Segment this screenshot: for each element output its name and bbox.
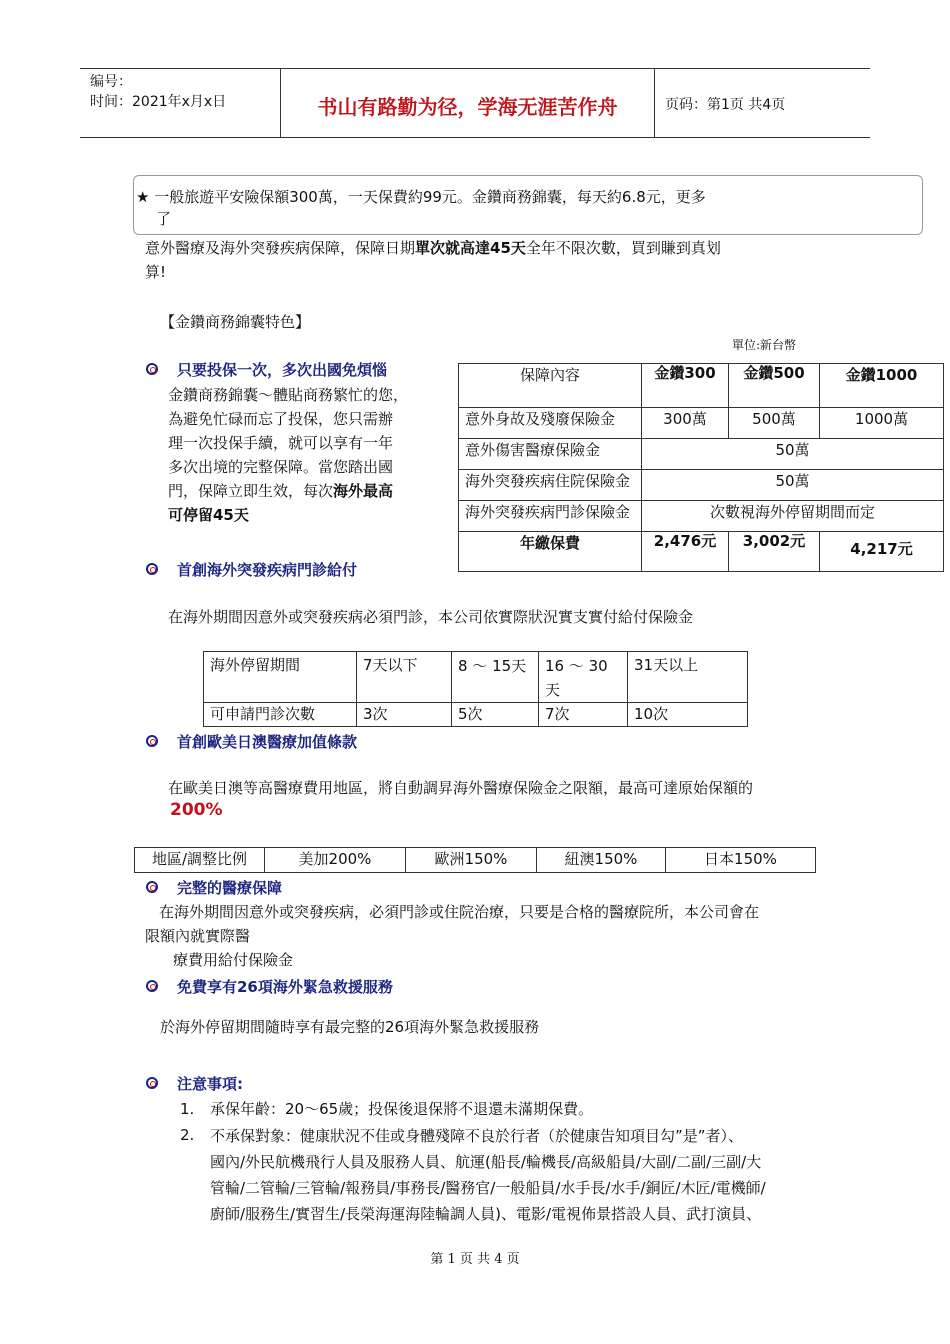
number-label: 编号：: [90, 74, 132, 90]
table-cell: 日本150%: [666, 848, 816, 873]
intro-text-c: 全年不限次數，買到賺到真划: [525, 239, 721, 257]
notice-box: [133, 175, 923, 235]
plan-table: [458, 363, 944, 572]
feature1-line: 門，保障立即生效，每次: [168, 482, 334, 500]
table-row: [459, 470, 944, 501]
feature1-line: 理一次投保手續，就可以享有一年: [168, 434, 394, 452]
table-cell: 海外突發疾病住院保險金: [459, 470, 642, 501]
table-cell: 美加200%: [265, 848, 406, 873]
table-cell: 500萬: [729, 408, 820, 439]
feature2-heading: 首創海外突發疾病門診給付: [177, 561, 358, 579]
table-cell: 4,217元: [820, 532, 944, 572]
notice-line-2: 了: [156, 210, 172, 228]
table-row: [135, 848, 816, 873]
table-cell: 50萬: [642, 470, 944, 501]
feature1-body: [168, 383, 428, 527]
page-label: 页码：第1页 共4页: [665, 97, 786, 113]
bullet-icon: [146, 1077, 158, 1089]
table-header-cell: 金鑽300: [642, 364, 729, 408]
table-cell: 年繳保費: [459, 532, 642, 572]
intro-text-a: 意外醫療及海外突發疾病保障，保障日期: [145, 239, 416, 257]
header-motto-cell: [281, 69, 655, 137]
header-page-cell: [655, 69, 870, 137]
table-cell: 3次: [357, 703, 452, 727]
table-cell: 紐澳150%: [537, 848, 666, 873]
unit-label: 單位:新台幣: [732, 338, 797, 352]
notes-item-number: 2.: [180, 1126, 195, 1144]
table-cell: 7次: [539, 703, 628, 727]
feature4-line: 在海外期間因意外或突發疾病，必須門診或住院治療，只要是合格的醫療院所，本公司會在: [159, 903, 760, 921]
table-row: [459, 532, 944, 572]
intro-paragraph: [145, 236, 825, 284]
page-footer: 第 1 页 共 4 页: [430, 1252, 520, 1267]
feature3-text: 在歐美日澳等高醫療費用地區，將自動調昇海外醫療保險金之限額，最高可達原始保額的: [168, 779, 754, 797]
feature1-heading: 只要投保一次，多次出國免煩惱: [177, 361, 388, 379]
notes-item-1: 承保年齡：20～65歲；投保後退保將不退還未滿期保費。: [210, 1100, 594, 1118]
time-label: 时间：2021年x月x日: [90, 94, 227, 110]
bullet-icon: [146, 980, 158, 992]
intro-line-2: 算!: [145, 263, 167, 281]
region-table: [134, 847, 816, 873]
bullet-icon: [146, 363, 158, 375]
feature2-text: 在海外期間因意外或突發疾病必須門診，本公司依實際狀況實支實付給付保險金: [168, 608, 694, 626]
feature5-heading: 免費享有26項海外緊急救援服務: [177, 978, 393, 996]
feature1-line: 金鑽商務錦囊～體貼商務繁忙的您，: [168, 386, 409, 404]
table-header-cell: 8 ～ 15天: [452, 652, 539, 703]
table-header-cell: 海外停留期間: [204, 652, 357, 703]
table-cell: 次數視海外停留期間而定: [642, 501, 944, 532]
clinic-table: [203, 651, 748, 727]
notes-heading: 注意事項:: [177, 1075, 243, 1093]
notice-text: [136, 186, 816, 230]
table-header-cell: 金鑽1000: [820, 364, 944, 408]
features-title: 【金鑽商務錦囊特色】: [160, 313, 311, 331]
feature3-highlight: 200%: [170, 800, 223, 820]
table-cell: 歐洲150%: [406, 848, 537, 873]
table-header-cell: 金鑽500: [729, 364, 820, 408]
feature4-line: 限額內就實際醫: [145, 927, 251, 945]
notes-item-2-line: 國內/外民航機飛行人員及服務人員、航運(船長/輪機長/高級船員/大副/二副/三副/大: [210, 1153, 762, 1171]
notes-item-2-line: 管輪/二管輪/三管輪/報務員/事務長/醫務官/一般船員/水手長/水手/銅匠/木匠/電機師/: [210, 1179, 766, 1197]
table-cell: 10次: [628, 703, 748, 727]
table-row: [204, 652, 748, 703]
table-cell: 可申請門診次數: [204, 703, 357, 727]
table-cell: 1000萬: [820, 408, 944, 439]
table-row: [459, 364, 944, 408]
table-cell: 300萬: [642, 408, 729, 439]
notes-item-2-line: 不承保對象：健康狀況不佳或身體殘障不良於行者（於健康告知項目勾”是”者）、: [210, 1127, 744, 1145]
header-meta: [80, 69, 281, 137]
feature1-bold-line: 可停留45天: [168, 506, 249, 524]
table-header-cell: 16 ～ 30天: [539, 652, 628, 703]
page-header: [80, 68, 870, 138]
notes-item-number: 1.: [180, 1100, 195, 1118]
bullet-icon: [146, 881, 158, 893]
table-cell: 地區/調整比例: [135, 848, 265, 873]
feature1-line: 多次出境的完整保障。當您踏出國: [168, 458, 394, 476]
bullet-icon: [146, 735, 158, 747]
table-row: [459, 501, 944, 532]
feature1-line: 為避免忙碌而忘了投保，您只需辦: [168, 410, 394, 428]
table-cell: 意外傷害醫療保險金: [459, 439, 642, 470]
intro-text-bold: 單次就高達45天: [415, 239, 526, 257]
table-row: [204, 703, 748, 727]
notes-item-2: [210, 1123, 820, 1227]
table-cell: 50萬: [642, 439, 944, 470]
table-header-cell: 7天以下: [357, 652, 452, 703]
feature4-line: 療費用給付保險金: [173, 951, 294, 969]
table-row: [459, 439, 944, 470]
motto: 书山有路勤为径，学海无涯苦作舟: [317, 95, 618, 119]
table-cell: 海外突發疾病門診保險金: [459, 501, 642, 532]
table-header-cell: 31天以上: [628, 652, 748, 703]
table-cell: 意外身故及殘廢保險金: [459, 408, 642, 439]
notice-line-1: ★ 一般旅遊平安險保額300萬，一天保費約99元。金鑽商務錦囊，每天約6.8元，更多: [136, 188, 706, 206]
feature5-text: 於海外停留期間隨時享有最完整的26項海外緊急救援服務: [160, 1018, 540, 1036]
table-row: [459, 408, 944, 439]
table-header-cell: 保障內容: [459, 364, 642, 408]
table-cell: 3,002元: [729, 532, 820, 572]
table-cell: 2,476元: [642, 532, 729, 572]
feature1-bold: 海外最高: [333, 482, 394, 500]
feature4-heading: 完整的醫療保障: [177, 879, 283, 897]
feature4-body: [145, 900, 825, 972]
notes-item-2-line: 廚師/服務生/實習生/長榮海運海陸輪調人員)、電影/電視佈景搭設人員、武打演員、: [210, 1205, 762, 1223]
table-cell: 5次: [452, 703, 539, 727]
bullet-icon: [146, 563, 158, 575]
feature3-heading: 首創歐美日澳醫療加值條款: [177, 733, 358, 751]
